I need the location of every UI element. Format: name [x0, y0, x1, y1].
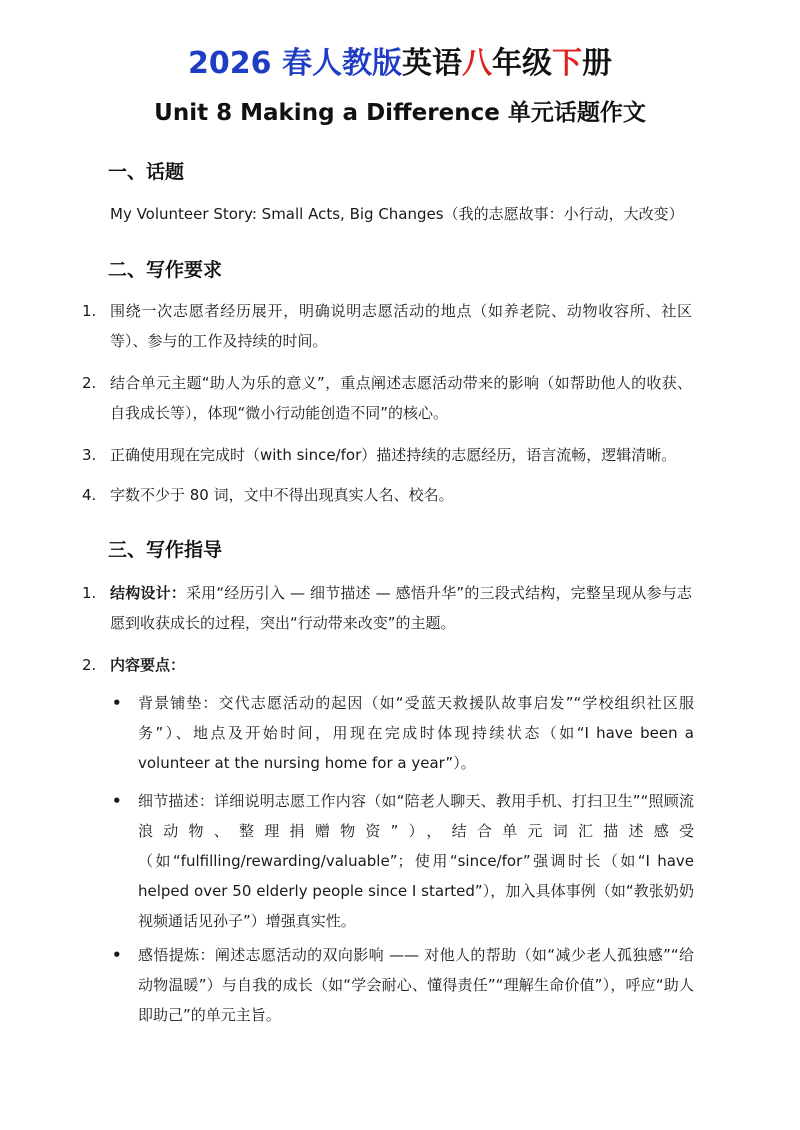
title-volume-rest: 册: [581, 46, 612, 81]
item-number: 1.: [82, 584, 97, 602]
page-title: [0, 44, 800, 84]
list-item: [112, 786, 694, 936]
title-edition: 春人教版: [281, 46, 402, 81]
guidance-item: [82, 578, 692, 638]
title-year: 2026: [188, 46, 272, 81]
item-text: 围绕一次志愿者经历展开，明确说明志愿活动的地点（如养老院、动物收容所、社区等）、参与的工作及持续的时间。: [110, 302, 692, 350]
requirement-item: [82, 296, 692, 356]
item-number: 2.: [82, 374, 97, 392]
item-text: 结合单元主题“助人为乐的意义”，重点阐述志愿活动带来的影响（如帮助他人的收获、自我成长等），体现“微小行动能创造不同”的核心。: [110, 374, 692, 422]
item-label: 内容要点：: [110, 656, 186, 674]
item-text: 正确使用现在完成时（with since/for）描述持续的志愿经历，语言流畅，逻辑清晰。: [110, 446, 677, 464]
bullet-dot: •: [112, 946, 122, 964]
item-number: 4.: [82, 486, 97, 504]
guidance-item: [82, 650, 692, 680]
bullet-dot: •: [112, 694, 122, 712]
item-label: 结构设计：: [110, 584, 186, 602]
bullet-text: 感悟提炼：阐述志愿活动的双向影响 —— 对他人的帮助（如“减少老人孤独感”“给动物温暖”）与自我的成长（如“学会耐心、懂得责任”“理解生命价值”），呼应“助人即助己”的单元主旨。: [138, 946, 694, 1024]
list-item: [112, 688, 694, 778]
requirement-item: [82, 368, 692, 428]
item-text: 字数不少于 80 词，文中不得出现真实人名、校名。: [110, 486, 454, 504]
requirement-item: [82, 440, 692, 470]
page-subtitle: Unit 8 Making a Difference 单元话题作文: [154, 100, 646, 126]
title-grade-char: 八: [461, 46, 492, 81]
item-number: 3.: [82, 446, 97, 464]
title-volume-char: 下: [551, 46, 582, 81]
section-heading-guidance: 三、写作指导: [108, 539, 223, 561]
topic-text: My Volunteer Story: Small Acts, Big Changes（我的志愿故事：小行动，大改变）: [110, 205, 684, 223]
list-item: [112, 940, 694, 1030]
section-heading-requirements: 二、写作要求: [108, 259, 223, 281]
requirement-item: [82, 480, 692, 510]
bullet-text: 背景铺垫：交代志愿活动的起因（如“受蓝天救援队故事启发”“学校组织社区服务”）、地点及开始时间，用现在完成时体现持续状态（如“I have been a volunteer at the nursing home for a year”）。: [138, 694, 694, 772]
bullet-dot: •: [112, 792, 122, 810]
bullet-text: 细节描述：详细说明志愿工作内容（如“陪老人聊天、教用手机、打扫卫生”“照顾流浪动物、整理捐赠物资”），结合单元词汇描述感受（如“fulfilling/rewarding/valuable”；使用“since/for”强调时长（如“I have helped over 50 elderly people since I started”），加入具体事例（如“教张奶奶视频通话见孙子”）增强真实性。: [138, 792, 694, 930]
section-heading-topic: 一、话题: [108, 161, 185, 183]
item-number: 1.: [82, 302, 97, 320]
item-text: 采用“经历引入 — 细节描述 — 感悟升华”的三段式结构，完整呈现从参与志愿到收获成长的过程，突出“行动带来改变”的主题。: [110, 584, 692, 632]
item-number: 2.: [82, 656, 97, 674]
title-subject: 英语: [401, 46, 462, 81]
title-grade-rest: 年级: [491, 46, 552, 81]
